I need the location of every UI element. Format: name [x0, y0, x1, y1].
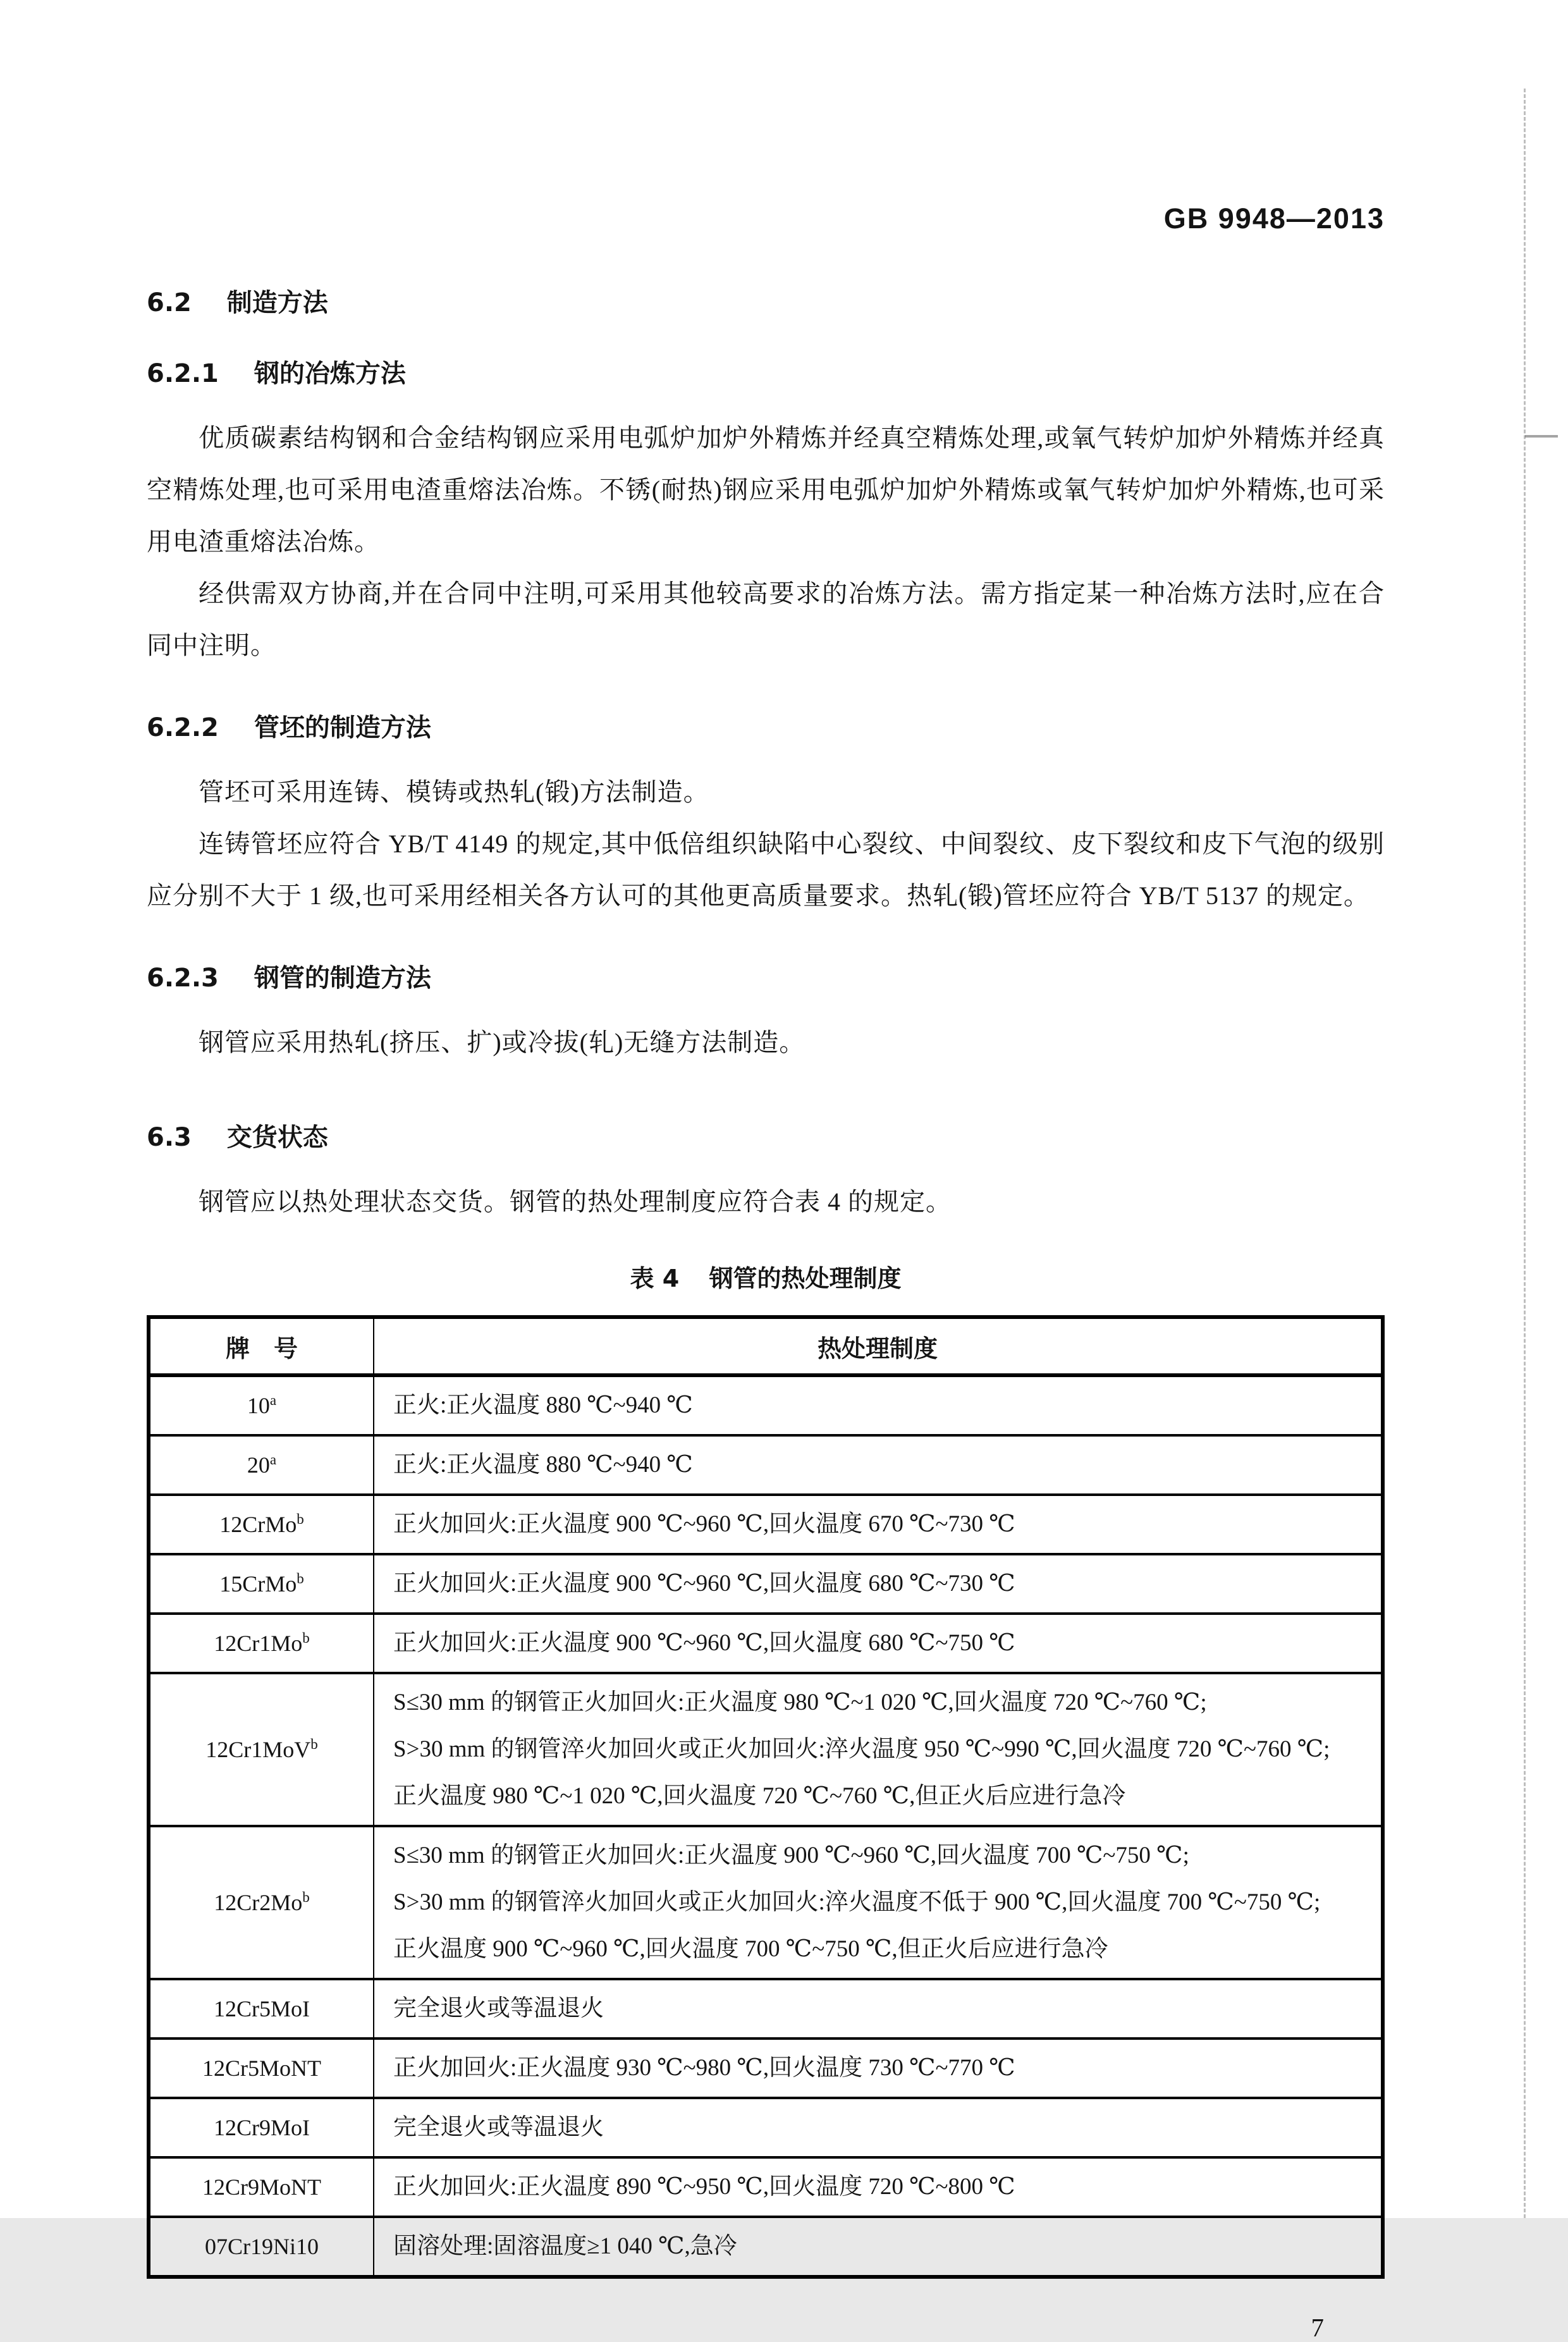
grade-cell: [149, 2098, 374, 2157]
grade-footnote-mark: b: [302, 1889, 310, 1905]
column-header-grade: 牌 号: [149, 1317, 374, 1375]
section-number: 6.2.3: [147, 964, 219, 993]
grade-footnote-mark: a: [269, 1452, 277, 1468]
column-header-treatment: 热处理制度: [374, 1317, 1383, 1375]
paragraph-pipe-manufacture: 钢管应采用热轧(挤压、扩)或冷拔(轧)无缝方法制造。: [199, 1028, 805, 1057]
grade-cell: [149, 1673, 374, 1826]
table-row: [149, 2157, 1383, 2217]
heat-treatment-table: [147, 1315, 1385, 2279]
table-row: [149, 2098, 1383, 2157]
treatment-line: 正火加回火:正火温度 900 ℃~960 ℃,回火温度 670 ℃~730 ℃: [393, 1511, 1015, 1537]
grade-cell: [149, 2157, 374, 2217]
grade-footnote-mark: b: [310, 1736, 318, 1752]
section-heading-6-3: [147, 1123, 1385, 1152]
grade-text: 12Cr2Mo: [214, 1890, 303, 1915]
paragraph-delivery-state: 钢管应以热处理状态交货。钢管的热处理制度应符合表 4 的规定。: [199, 1187, 952, 1216]
grade-text: 10: [247, 1393, 270, 1418]
section-number: 6.2: [147, 288, 192, 317]
grade-cell: [149, 1375, 374, 1435]
page-number: 7: [1311, 2313, 1324, 2342]
treatment-line: S>30 mm 的钢管淬火加回火或正火加回火:淬火温度不低于 900 ℃,回火温度 700 ℃~750 ℃;: [393, 1889, 1321, 1915]
table-row: [149, 1554, 1383, 1614]
grade-cell: [149, 1554, 374, 1614]
treatment-cell: [374, 1614, 1383, 1673]
grade-footnote-mark: b: [297, 1511, 304, 1527]
section-heading-6-2-2: [147, 713, 1385, 742]
table-row: [149, 1435, 1383, 1495]
grade-cell: [149, 2039, 374, 2098]
treatment-cell: [374, 1435, 1383, 1495]
table-caption: [147, 1265, 1385, 1292]
treatment-cell: [374, 1495, 1383, 1554]
treatment-line: 完全退火或等温退火: [393, 2114, 604, 2140]
grade-text: 12Cr9MoI: [214, 2115, 310, 2140]
treatment-cell: [374, 1826, 1383, 1979]
grade-text: 12CrMo: [219, 1512, 297, 1537]
section-number: 6.2.2: [147, 713, 219, 742]
treatment-cell: [374, 2157, 1383, 2217]
table-row: [149, 1495, 1383, 1554]
grade-text: 15CrMo: [219, 1571, 297, 1597]
grade-text: 12Cr5MoI: [214, 1996, 310, 2021]
treatment-line: 完全退火或等温退火: [393, 1996, 604, 2021]
treatment-line: S≤30 mm 的钢管正火加回火:正火温度 980 ℃~1 020 ℃,回火温度 720 ℃~760 ℃;: [393, 1689, 1207, 1715]
grade-text: 12Cr1MoV: [205, 1737, 311, 1762]
table-row: [149, 1673, 1383, 1826]
treatment-line: 正火加回火:正火温度 930 ℃~980 ℃,回火温度 730 ℃~770 ℃: [393, 2055, 1015, 2081]
treatment-cell: [374, 1375, 1383, 1435]
grade-cell: [149, 1435, 374, 1495]
grade-footnote-mark: b: [302, 1630, 310, 1646]
treatment-line: S≤30 mm 的钢管正火加回火:正火温度 900 ℃~960 ℃,回火温度 700 ℃~750 ℃;: [393, 1842, 1189, 1868]
paragraph-smelting-2: 经供需双方协商,并在合同中注明,可采用其他较高要求的冶炼方法。需方指定某一种冶炼方法时,应在合同中注明。: [147, 579, 1385, 659]
treatment-line: S>30 mm 的钢管淬火加回火或正火加回火:淬火温度 950 ℃~990 ℃,回火温度 720 ℃~760 ℃;: [393, 1736, 1330, 1762]
section-title: 钢管的制造方法: [254, 964, 431, 993]
grade-text: 12Cr9MoNT: [202, 2174, 321, 2200]
grade-footnote-mark: a: [269, 1392, 277, 1408]
table-row: [149, 1375, 1383, 1435]
section-number: 6.2.1: [147, 359, 219, 388]
treatment-line: 正火加回火:正火温度 900 ℃~960 ℃,回火温度 680 ℃~750 ℃: [393, 1630, 1015, 1656]
grade-cell: [149, 1979, 374, 2039]
section-title: 钢的冶炼方法: [254, 359, 406, 388]
grade-text: 12Cr5MoNT: [202, 2056, 321, 2081]
grade-cell: [149, 1495, 374, 1554]
treatment-cell: [374, 2098, 1383, 2157]
treatment-line: 正火温度 980 ℃~1 020 ℃,回火温度 720 ℃~760 ℃,但正火后应进行急冷: [393, 1783, 1126, 1809]
grade-text: 20: [247, 1452, 270, 1478]
treatment-cell: [374, 1979, 1383, 2039]
treatment-cell: [374, 2039, 1383, 2098]
table-header-row: [149, 1317, 1383, 1375]
table-caption-label: 表 4: [630, 1265, 680, 1292]
section-number: 6.3: [147, 1123, 192, 1152]
grade-cell: [149, 1826, 374, 1979]
standard-code: GB 9948—2013: [1163, 202, 1385, 235]
treatment-line: 正火:正火温度 880 ℃~940 ℃: [393, 1392, 693, 1418]
treatment-cell: [374, 1554, 1383, 1614]
section-heading-6-2: [147, 288, 1385, 317]
treatment-line: 正火温度 900 ℃~960 ℃,回火温度 700 ℃~750 ℃,但正火后应进行急冷: [393, 1936, 1108, 1962]
page-content: [147, 0, 1385, 2342]
section-heading-6-2-3: [147, 964, 1385, 993]
treatment-line: 固溶处理:固溶温度≥1 040 ℃,急冷: [393, 2233, 737, 2259]
paragraph-billet-1: 管坯可采用连铸、模铸或热轧(锻)方法制造。: [199, 778, 709, 806]
scan-artifact-line: [1524, 89, 1526, 2218]
table-row: [149, 2217, 1383, 2277]
scan-artifact-tick: [1525, 435, 1558, 438]
treatment-cell: [374, 1673, 1383, 1826]
treatment-line: 正火:正火温度 880 ℃~940 ℃: [393, 1452, 693, 1478]
treatment-line: 正火加回火:正火温度 900 ℃~960 ℃,回火温度 680 ℃~730 ℃: [393, 1571, 1015, 1597]
treatment-cell: [374, 2217, 1383, 2277]
table-row: [149, 1979, 1383, 2039]
table-row: [149, 1826, 1383, 1979]
grade-text: 12Cr1Mo: [214, 1631, 303, 1656]
section-heading-6-2-1: [147, 359, 1385, 388]
grade-cell: [149, 2217, 374, 2277]
table-row: [149, 2039, 1383, 2098]
paragraph-smelting-1: 优质碳素结构钢和合金结构钢应采用电弧炉加炉外精炼并经真空精炼处理,或氧气转炉加炉外精炼并经真空精炼处理,也可采用电渣重熔法冶炼。不锈(耐热)钢应采用电弧炉加炉外精炼或氧气转炉加炉外精炼,也可采用电渣重熔法冶炼。: [147, 424, 1385, 556]
grade-text: 07Cr19Ni10: [205, 2234, 319, 2259]
grade-cell: [149, 1614, 374, 1673]
section-title: 管坯的制造方法: [254, 713, 431, 742]
section-title: 交货状态: [226, 1123, 328, 1152]
table-row: [149, 1614, 1383, 1673]
treatment-line: 正火加回火:正火温度 890 ℃~950 ℃,回火温度 720 ℃~800 ℃: [393, 2174, 1015, 2200]
section-title: 制造方法: [226, 288, 328, 317]
table-caption-title: 钢管的热处理制度: [709, 1265, 902, 1292]
paragraph-billet-2: 连铸管坯应符合 YB/T 4149 的规定,其中低倍组织缺陷中心裂纹、中间裂纹、皮下裂纹和皮下气泡的级别应分别不大于 1 级,也可采用经相关各方认可的其他更高质量要求。热轧(锻)管坯应符合 YB/T 5137 的规定。: [147, 830, 1385, 910]
grade-footnote-mark: b: [297, 1571, 304, 1586]
